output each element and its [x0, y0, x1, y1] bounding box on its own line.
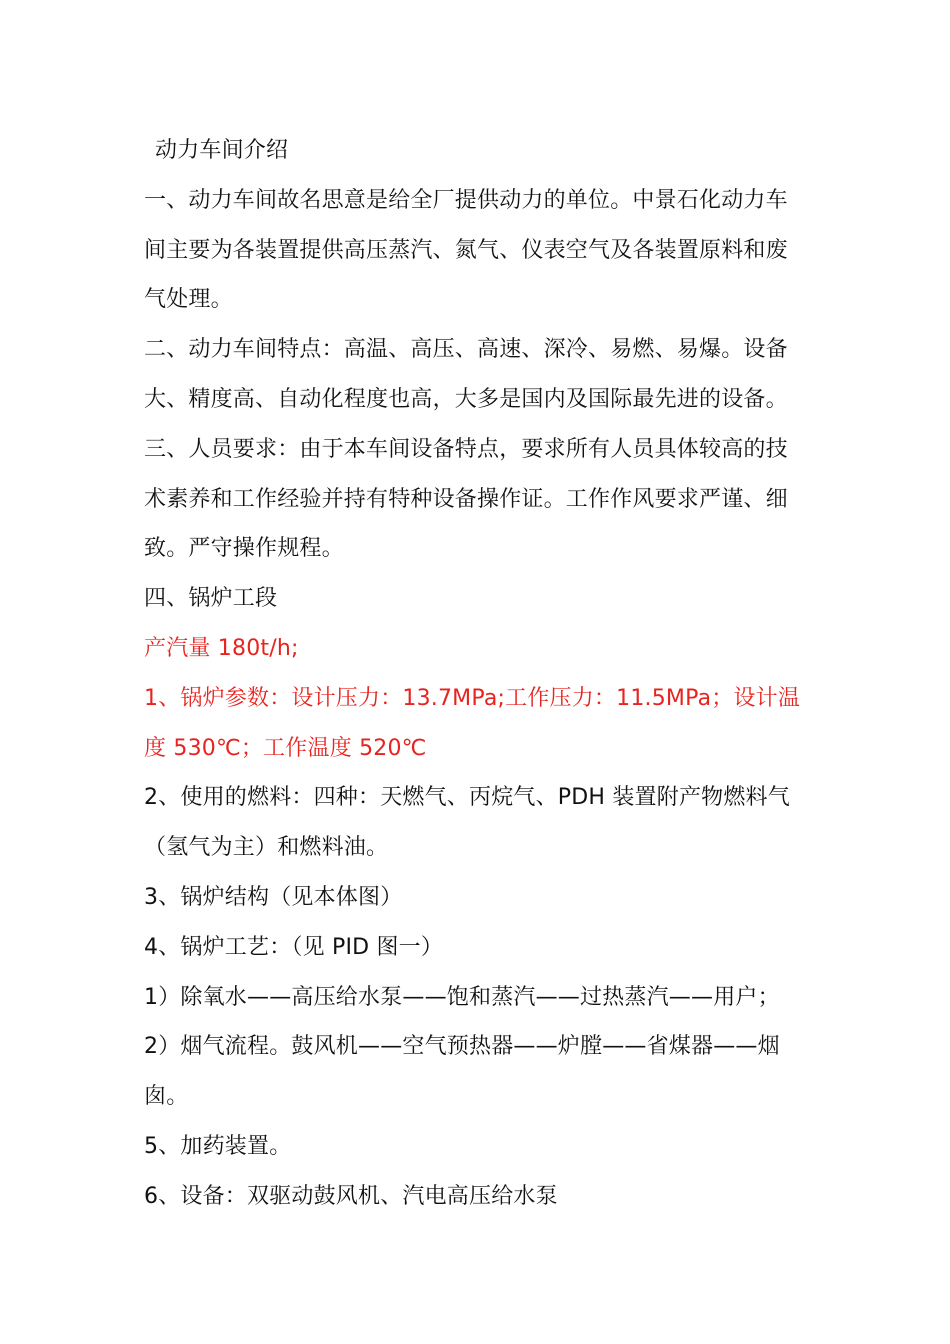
- steam-output-line: 产汽量 180t/h;: [144, 635, 299, 661]
- boiler-structure-line: 3、锅炉结构（见本体图）: [144, 884, 403, 910]
- section-heading-boiler: 四、锅炉工段: [144, 586, 278, 612]
- paragraph-line-6: 三、人员要求：由于本车间设备特点，要求所有人员具体较高的技: [144, 436, 788, 462]
- fuel-line-1: 2、使用的燃料：四种：天燃气、丙烷气、PDH 装置附产物燃料气: [144, 785, 790, 811]
- paragraph-line-1: 一、动力车间故名思意是给全厂提供动力的单位。中景石化动力车: [144, 187, 788, 213]
- document-body: [144, 126, 800, 1222]
- document-title: 动力车间介绍: [155, 138, 289, 163]
- paragraph-line-7: 术素养和工作经验并持有特种设备操作证。工作作风要求严谨、细: [144, 486, 788, 512]
- flue-gas-flow-line-1: 2）烟气流程。鼓风机——空气预热器——炉膛——省煤器——烟: [144, 1034, 780, 1060]
- fuel-line-2: （氢气为主）和燃料油。: [144, 835, 389, 861]
- paragraph-line-2: 间主要为各装置提供高压蒸汽、氮气、仪表空气及各装置原料和废: [144, 237, 788, 263]
- boiler-params-line-1: 1、锅炉参数：设计压力：13.7MPa;工作压力：11.5MPa；设计温: [144, 685, 801, 711]
- boiler-process-line: 4、锅炉工艺：（见 PID 图一）: [144, 934, 444, 960]
- water-flow-line: 1）除氧水——高压给水泵——饱和蒸汽——过热蒸汽——用户；: [144, 984, 780, 1010]
- paragraph-line-5: 大、精度高、自动化程度也高，大多是国内及国际最先进的设备。: [144, 386, 788, 412]
- paragraph-line-4: 二、动力车间特点：高温、高压、高速、深冷、易燃、易爆。设备: [144, 337, 788, 363]
- paragraph-line-3: 气处理。: [144, 287, 233, 313]
- paragraph-line-8: 致。严守操作规程。: [144, 536, 344, 562]
- boiler-params-line-2: 度 530℃；工作温度 520℃: [144, 735, 427, 761]
- equipment-line: 6、设备：双驱动鼓风机、汽电高压给水泵: [144, 1183, 558, 1209]
- flue-gas-flow-line-2: 囱。: [144, 1084, 189, 1110]
- dosing-device-line: 5、加药装置。: [144, 1133, 292, 1159]
